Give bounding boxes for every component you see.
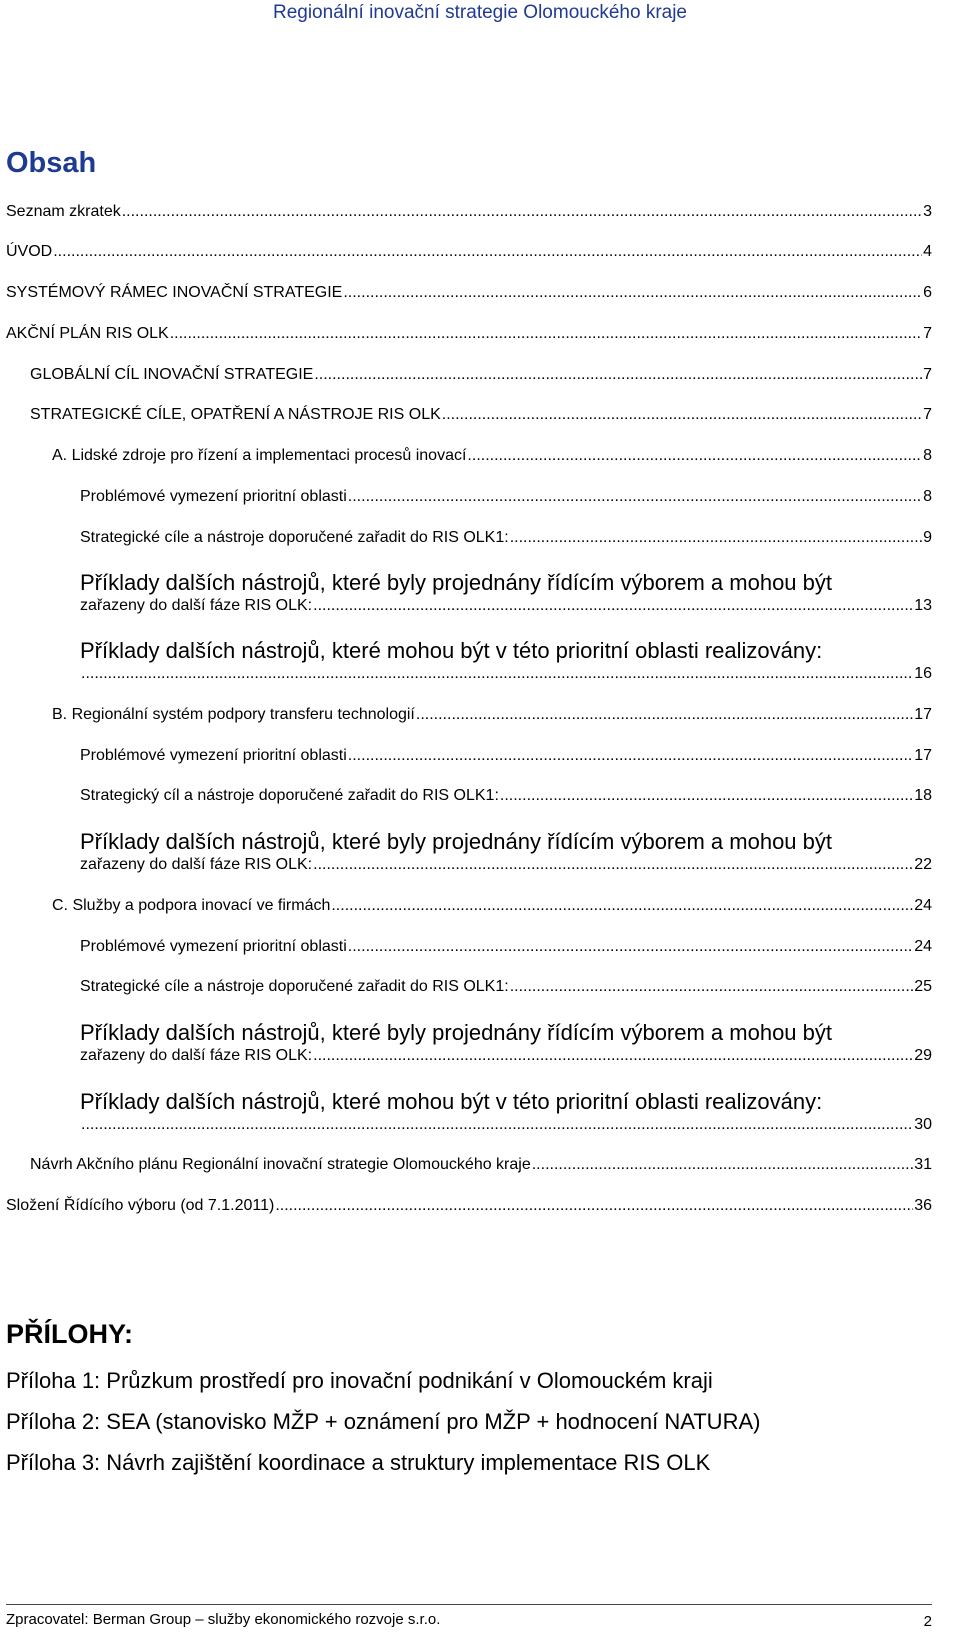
- toc-leader-dots: [500, 787, 913, 805]
- footer-divider: [6, 1604, 932, 1605]
- toc-leader-dots: [313, 597, 913, 615]
- toc-entry-text: ÚVOD: [6, 243, 53, 260]
- toc-entry-b-priklady-projednany[interactable]: [80, 856, 932, 874]
- toc-leader-dots: [331, 897, 913, 915]
- toc-entry-a-priklady-projednany-line1: Příklady dalších nástrojů, které byly projednány řídícím výborem a mohou být: [80, 570, 833, 595]
- toc-entry-a-priklady-realizovany[interactable]: [80, 665, 932, 683]
- toc-entry-text: Návrh Akčního plánu Regionální inovační strategie Olomouckého kraje: [30, 1156, 531, 1173]
- toc-entry-text: zařazeny do další fáze RIS OLK:: [80, 1047, 313, 1064]
- toc-entry-text: Strategické cíle a nástroje doporučené zařadit do RIS OLK1:: [80, 529, 509, 546]
- toc-entry-text: zařazeny do další fáze RIS OLK:: [80, 856, 313, 873]
- toc-entry-seznam-zkratek[interactable]: [6, 203, 932, 221]
- toc-leader-dots: [532, 1156, 913, 1174]
- toc-entry-c-priklady-projednany[interactable]: [80, 1047, 932, 1065]
- toc-entry-globalni-cil[interactable]: [30, 366, 932, 384]
- toc-entry-text: SYSTÉMOVÝ RÁMEC INOVAČNÍ STRATEGIE: [6, 284, 343, 301]
- toc-entry-strategicke-cile[interactable]: [30, 406, 932, 424]
- toc-entry-c-priklady-realizovany[interactable]: [80, 1116, 932, 1134]
- toc-entry-a-priklady-projednany[interactable]: [80, 597, 932, 615]
- toc-entry-navrh-akcniho-planu[interactable]: [30, 1156, 932, 1174]
- toc-entry-text: AKČNÍ PLÁN RIS OLK: [6, 325, 169, 342]
- toc-entry-uvod[interactable]: [6, 243, 932, 261]
- toc-entry-section-b[interactable]: [52, 706, 932, 724]
- toc-entry-page: 25: [914, 978, 932, 995]
- toc-leader-dots: [275, 1197, 913, 1215]
- toc-entry-page: 29: [914, 1047, 932, 1064]
- toc-entry-page: 17: [914, 706, 932, 723]
- toc-entry-c-problemove-vymezeni[interactable]: [80, 938, 932, 956]
- toc-leader-dots: [348, 747, 913, 765]
- prilohy-heading: PŘÍLOHY:: [6, 1319, 133, 1349]
- toc-entry-text: Problémové vymezení prioritní oblasti: [80, 747, 347, 764]
- toc-entry-page: 7: [923, 366, 932, 383]
- toc-entry-page: 3: [923, 203, 932, 220]
- toc-entry-text: A. Lidské zdroje pro řízení a implementaci procesů inovací: [52, 447, 467, 464]
- toc-leader-dots: [313, 1047, 913, 1065]
- toc-leader-dots: [510, 529, 922, 547]
- priloha-item-1: Příloha 1: Průzkum prostředí pro inovační podnikání v Olomouckém kraji: [6, 1368, 713, 1393]
- toc-leader-dots: [314, 366, 922, 384]
- toc-entry-a-problemove-vymezeni[interactable]: [80, 488, 932, 506]
- toc-entry-text: Strategické cíle a nástroje doporučené zařadit do RIS OLK1:: [80, 978, 509, 995]
- toc-title: Obsah: [6, 147, 97, 179]
- toc-leader-dots: [170, 325, 922, 343]
- footer-author: Zpracovatel: Berman Group – služby ekonomického rozvoje s.r.o.: [6, 1611, 441, 1628]
- toc-entry-page: 31: [914, 1156, 932, 1173]
- toc-leader-dots: [122, 203, 922, 221]
- toc-entry-c-strategicke-cile[interactable]: [80, 978, 932, 996]
- toc-entry-systemovy-ramec[interactable]: [6, 284, 932, 302]
- toc-leader-dots: [442, 406, 922, 424]
- toc-entry-page: 30: [914, 1116, 932, 1133]
- toc-entry-page: 9: [923, 529, 932, 546]
- toc-entry-a-strategicke-cile[interactable]: [80, 529, 932, 547]
- toc-entry-text: B. Regionální systém podpory transferu technologií: [52, 706, 415, 723]
- toc-entry-b-problemove-vymezeni[interactable]: [80, 747, 932, 765]
- toc-entry-page: 7: [923, 325, 932, 342]
- toc-entry-b-priklady-projednany-line1: Příklady dalších nástrojů, které byly projednány řídícím výborem a mohou být: [80, 829, 833, 854]
- toc-entry-page: 16: [914, 665, 932, 682]
- toc-entry-slozeni-ridiciho-vyboru[interactable]: [6, 1197, 932, 1215]
- toc-entry-c-priklady-projednany-line1: Příklady dalších nástrojů, které byly projednány řídícím výborem a mohou být: [80, 1020, 833, 1045]
- toc-entry-page: 24: [914, 897, 932, 914]
- toc-entry-text: C. Služby a podpora inovací ve firmách: [52, 897, 331, 914]
- page-header: Regionální inovační strategie Olomouckého kraje: [272, 2, 687, 23]
- toc-entry-a-priklady-realizovany-line1: Příklady dalších nástrojů, které mohou být v této prioritní oblasti realizovány:: [80, 638, 823, 663]
- toc-entry-section-c[interactable]: [52, 897, 932, 915]
- toc-entry-text: Složení Řídícího výboru (od 7.1.2011): [6, 1197, 275, 1214]
- toc-entry-page: 6: [923, 284, 932, 301]
- toc-leader-dots: [343, 284, 922, 302]
- toc-leader-dots: [53, 243, 922, 261]
- priloha-item-3: Příloha 3: Návrh zajištění koordinace a struktury implementace RIS OLK: [6, 1450, 711, 1475]
- toc-entry-page: 8: [923, 488, 932, 505]
- toc-leader-dots: [510, 978, 914, 996]
- priloha-item-2: Příloha 2: SEA (stanovisko MŽP + oznámení pro MŽP + hodnocení NATURA): [6, 1409, 761, 1434]
- toc-entry-text: Problémové vymezení prioritní oblasti: [80, 488, 347, 505]
- toc-leader-dots: [467, 447, 922, 465]
- toc-entry-text: STRATEGICKÉ CÍLE, OPATŘENÍ A NÁSTROJE RIS OLK: [30, 406, 441, 423]
- toc-entry-page: 36: [914, 1197, 932, 1214]
- toc-leader-dots: [348, 488, 922, 506]
- toc-entry-page: 17: [914, 747, 932, 764]
- toc-entry-b-strategicky-cil[interactable]: [80, 787, 932, 805]
- toc-entry-page: 22: [914, 856, 932, 873]
- toc-leader-dots: [313, 856, 913, 874]
- toc-entry-akcni-plan[interactable]: [6, 325, 932, 343]
- toc-entry-text: Problémové vymezení prioritní oblasti: [80, 938, 347, 955]
- toc-entry-page: 7: [923, 406, 932, 423]
- toc-leader-dots: [416, 706, 913, 724]
- toc-leader-dots: [348, 938, 913, 956]
- toc-entry-text: Strategický cíl a nástroje doporučené zařadit do RIS OLK1:: [80, 787, 499, 804]
- toc-leader-dots: [81, 665, 913, 683]
- toc-entry-page: 13: [914, 597, 932, 614]
- toc-entry-page: 24: [914, 938, 932, 955]
- toc-entry-page: 18: [914, 787, 932, 804]
- toc-entry-text: Seznam zkratek: [6, 203, 121, 220]
- toc-entry-page: 4: [923, 243, 932, 260]
- footer-page-number: 2: [923, 1613, 932, 1630]
- toc-entry-text: zařazeny do další fáze RIS OLK:: [80, 597, 313, 614]
- toc-leader-dots: [81, 1116, 913, 1134]
- toc-entry-page: 8: [923, 447, 932, 464]
- toc-entry-section-a[interactable]: [52, 447, 932, 465]
- toc-entry-text: GLOBÁLNÍ CÍL INOVAČNÍ STRATEGIE: [30, 366, 314, 383]
- toc-entry-c-priklady-realizovany-line1: Příklady dalších nástrojů, které mohou být v této prioritní oblasti realizovány:: [80, 1089, 823, 1114]
